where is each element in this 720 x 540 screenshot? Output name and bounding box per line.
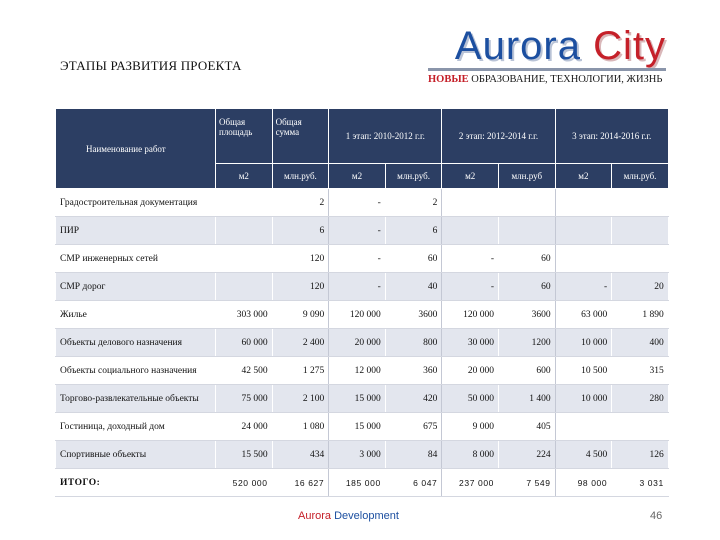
data-cell [216, 273, 273, 301]
data-cell: 60 000 [216, 329, 273, 357]
data-cell [555, 245, 612, 273]
tagline-rest: ОБРАЗОВАНИЕ, ТЕХНОЛОГИИ, ЖИЗНЬ [471, 74, 663, 85]
data-cell: 8 000 [442, 441, 499, 469]
data-cell: 420 [385, 385, 442, 413]
data-cell: 24 000 [216, 413, 273, 441]
unit-cell: м2 [329, 164, 386, 189]
data-cell: 63 000 [555, 301, 612, 329]
data-cell: 360 [385, 357, 442, 385]
table-row [56, 413, 669, 441]
total-cell: 16 627 [272, 469, 329, 497]
data-cell: 280 [612, 385, 669, 413]
data-cell: 60 [385, 245, 442, 273]
data-cell: 1 080 [272, 413, 329, 441]
data-cell: 75 000 [216, 385, 273, 413]
data-cell [612, 413, 669, 441]
data-cell: - [442, 245, 499, 273]
data-cell: 10 500 [555, 357, 612, 385]
table-body [56, 189, 669, 497]
data-cell: 1 890 [612, 301, 669, 329]
table-row [56, 189, 669, 217]
data-cell: 9 000 [442, 413, 499, 441]
data-cell: - [329, 273, 386, 301]
logo-underline [428, 68, 666, 71]
data-cell [442, 189, 499, 217]
row-name-cell: Жилье [56, 301, 216, 329]
data-cell: 40 [385, 273, 442, 301]
data-cell: 15 000 [329, 413, 386, 441]
table-row [56, 301, 669, 329]
data-cell: 800 [385, 329, 442, 357]
total-cell: 6 047 [385, 469, 442, 497]
row-name-cell: Спортивные объекты [56, 441, 216, 469]
data-cell: 6 [385, 217, 442, 245]
row-name-cell: Объекты социального назначения [56, 357, 216, 385]
total-cell: 7 549 [498, 469, 555, 497]
unit-cell: м2 [555, 164, 612, 189]
table-header-row [56, 109, 669, 164]
data-cell [216, 217, 273, 245]
row-name-cell: СМР инженерных сетей [56, 245, 216, 273]
unit-cell: млн.руб. [385, 164, 442, 189]
data-cell: 20 000 [442, 357, 499, 385]
unit-cell: м2 [216, 164, 273, 189]
table-row [56, 441, 669, 469]
data-cell: 3 000 [329, 441, 386, 469]
table-row [56, 357, 669, 385]
data-cell: 15 000 [329, 385, 386, 413]
data-cell: 675 [385, 413, 442, 441]
row-name-cell: Гостиница, доходный дом [56, 413, 216, 441]
data-cell [216, 245, 273, 273]
project-stages-table-container [55, 108, 668, 497]
data-cell [555, 413, 612, 441]
table-row [56, 273, 669, 301]
unit-cell: млн.руб. [612, 164, 669, 189]
data-cell: - [555, 273, 612, 301]
data-cell: 15 500 [216, 441, 273, 469]
data-cell: 1 400 [498, 385, 555, 413]
data-cell: 120 [272, 245, 329, 273]
tagline-new: НОВЫЕ [428, 74, 469, 85]
aurora-city-logo [430, 24, 666, 68]
data-cell: 600 [498, 357, 555, 385]
row-name-cell: СМР дорог [56, 273, 216, 301]
header-work-name: Наименование работ [56, 109, 216, 189]
data-cell: 4 500 [555, 441, 612, 469]
logo-word-aurora: Aurora [454, 24, 581, 68]
data-cell: - [329, 217, 386, 245]
unit-cell: м2 [442, 164, 499, 189]
page-title: ЭТАПЫ РАЗВИТИЯ ПРОЕКТА [60, 58, 242, 73]
data-cell: 42 500 [216, 357, 273, 385]
data-cell [612, 189, 669, 217]
data-cell: 10 000 [555, 385, 612, 413]
header-stage-1: 1 этап: 2010-2012 г.г. [329, 109, 442, 164]
header-stage-2: 2 этап: 2012-2014 г.г. [442, 109, 555, 164]
data-cell [555, 189, 612, 217]
data-cell: 30 000 [442, 329, 499, 357]
table-row [56, 329, 669, 357]
data-cell: 405 [498, 413, 555, 441]
total-label: ИТОГО: [56, 469, 216, 497]
logo-word-city: City [593, 24, 666, 68]
header-total-area: Общая площадь [216, 109, 273, 164]
page-number: 46 [650, 510, 663, 522]
footer-word-aurora: Aurora [298, 510, 332, 522]
total-row [56, 469, 669, 497]
data-cell [442, 217, 499, 245]
data-cell: - [329, 189, 386, 217]
data-cell: 2 [385, 189, 442, 217]
data-cell: 120 000 [329, 301, 386, 329]
unit-cell: млн.руб. [272, 164, 329, 189]
table-row [56, 385, 669, 413]
data-cell: 60 [498, 273, 555, 301]
row-name-cell: Торгово-развлекательные объекты [56, 385, 216, 413]
data-cell: 224 [498, 441, 555, 469]
row-name-cell: ПИР [56, 217, 216, 245]
total-cell: 185 000 [329, 469, 386, 497]
data-cell [216, 189, 273, 217]
data-cell: 126 [612, 441, 669, 469]
data-cell: 303 000 [216, 301, 273, 329]
data-cell: 120 [272, 273, 329, 301]
data-cell: 315 [612, 357, 669, 385]
data-cell [498, 189, 555, 217]
footer-brand [298, 510, 399, 522]
data-cell [612, 245, 669, 273]
row-name-cell: Объекты делового назначения [56, 329, 216, 357]
data-cell: 3600 [385, 301, 442, 329]
data-cell: 10 000 [555, 329, 612, 357]
data-cell: 434 [272, 441, 329, 469]
header-total-sum: Общая сумма [272, 109, 329, 164]
table-row [56, 217, 669, 245]
project-stages-table [55, 108, 669, 497]
data-cell: 12 000 [329, 357, 386, 385]
header-stage-3: 3 этап: 2014-2016 г.г. [555, 109, 668, 164]
data-cell: 120 000 [442, 301, 499, 329]
data-cell [555, 217, 612, 245]
data-cell: 2 100 [272, 385, 329, 413]
data-cell: 84 [385, 441, 442, 469]
data-cell: 3600 [498, 301, 555, 329]
data-cell [612, 217, 669, 245]
row-name-cell: Градостроительная документация [56, 189, 216, 217]
total-cell: 3 031 [612, 469, 669, 497]
data-cell: 20 [612, 273, 669, 301]
total-cell: 237 000 [442, 469, 499, 497]
unit-cell: млн.руб [498, 164, 555, 189]
total-cell: 520 000 [216, 469, 273, 497]
data-cell: - [442, 273, 499, 301]
tagline [428, 74, 698, 85]
data-cell: 60 [498, 245, 555, 273]
data-cell: 20 000 [329, 329, 386, 357]
data-cell: 1 275 [272, 357, 329, 385]
data-cell: 2 400 [272, 329, 329, 357]
data-cell: 2 [272, 189, 329, 217]
data-cell: 9 090 [272, 301, 329, 329]
data-cell [498, 217, 555, 245]
table-row [56, 245, 669, 273]
data-cell: 400 [612, 329, 669, 357]
data-cell: 50 000 [442, 385, 499, 413]
footer-word-development: Development [334, 510, 399, 522]
total-cell: 98 000 [555, 469, 612, 497]
data-cell: 6 [272, 217, 329, 245]
data-cell: - [329, 245, 386, 273]
data-cell: 1200 [498, 329, 555, 357]
